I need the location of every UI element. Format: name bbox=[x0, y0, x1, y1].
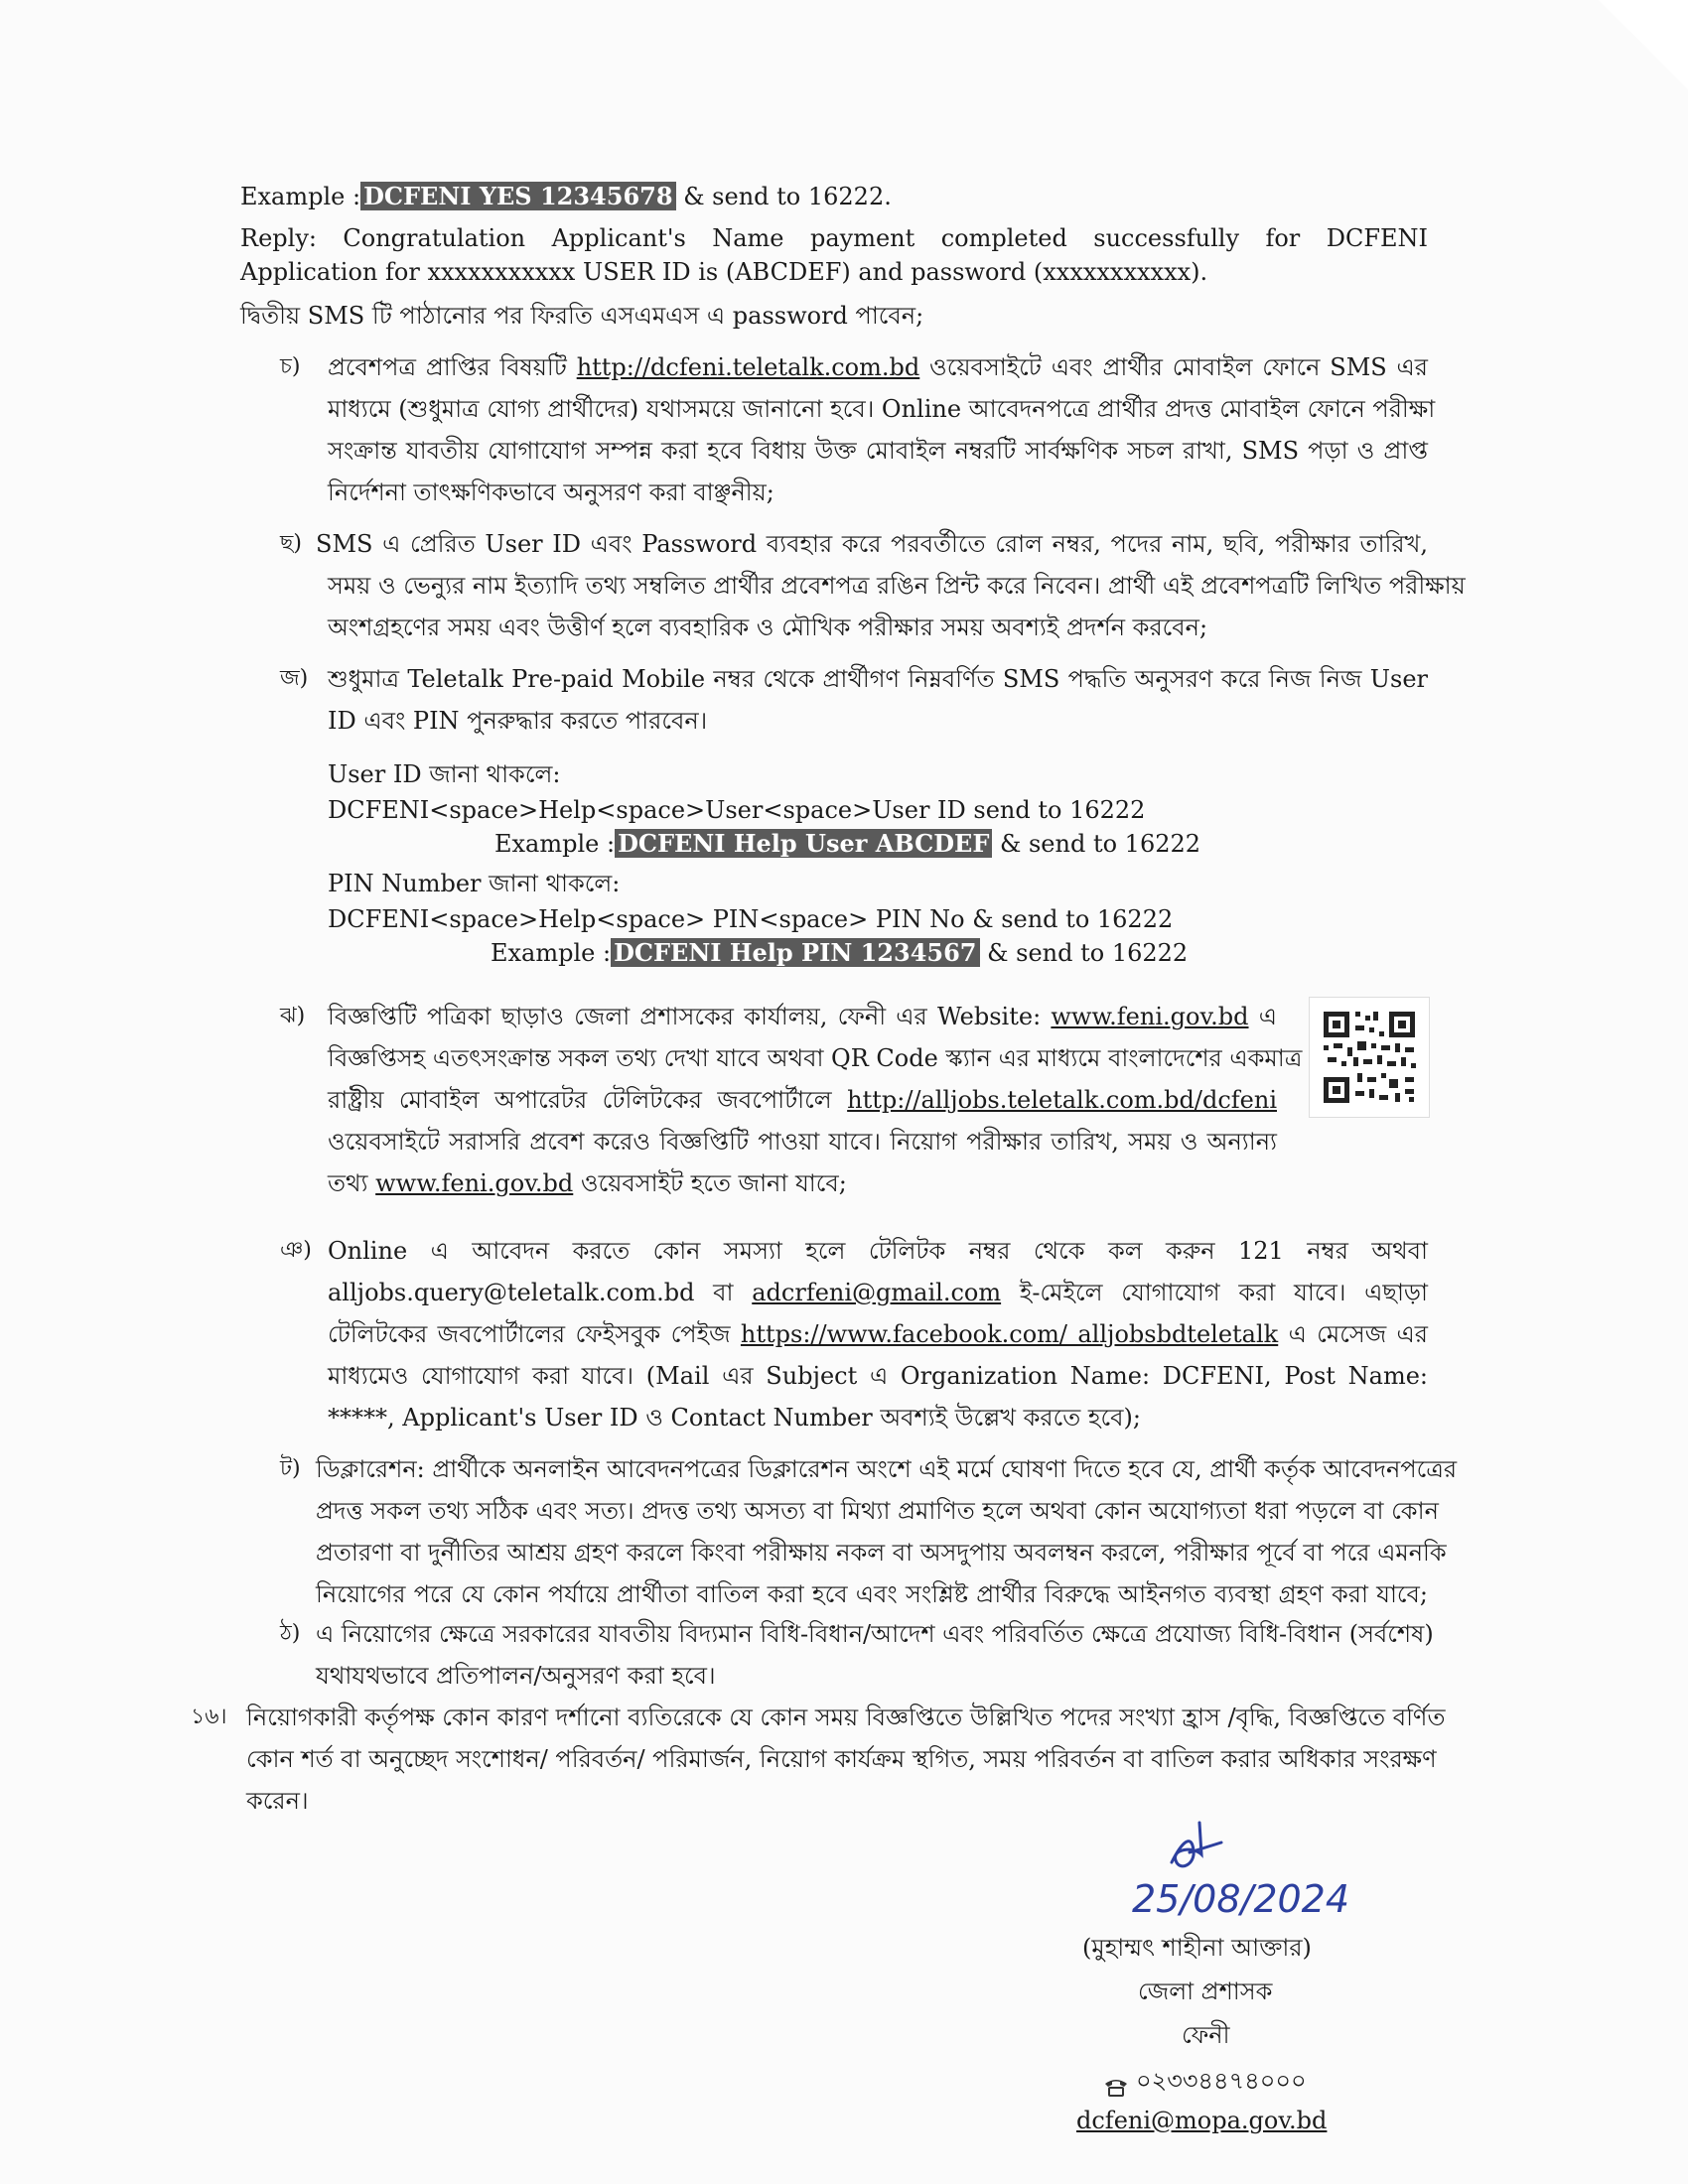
qr-code-icon[interactable] bbox=[1309, 997, 1430, 1118]
item-ta-line-4: নিয়োগের পরে যে কোন পর্যায়ে প্রার্থীতা বাতিল করা হবে এবং সংশ্লিষ্ট প্রার্থীর বিরুদ্ধে আইনগত ব্যবস্থা গ্রহণ করা যাবে; bbox=[316, 1580, 1428, 1608]
item-jha-text-e: ওয়েবসাইট হতে জানা যাবে; bbox=[573, 1169, 847, 1197]
sms-example-line bbox=[240, 179, 892, 214]
item-jha-line-2: বিজ্ঞপ্তিসহ এতৎসংক্রান্ত সকল তথ্য দেখা যাবে অথবা QR Code স্ক্যান এর মাধ্যমে বাংলাদেশের একমাত্র bbox=[328, 1044, 1303, 1072]
item-marker-nya: ঞ) bbox=[280, 1238, 312, 1263]
item-jha-text-b: এ bbox=[1248, 1003, 1278, 1030]
clause-16-line-1: নিয়োগকারী কর্তৃপক্ষ কোন কারণ দর্শানো ব্যতিরেকে যে কোন সময় বিজ্ঞপ্তিতে উল্লিখিত পদের সংখ্যা হ্রাস /বৃদ্ধি, বিজ্ঞপ্তিতে বর্ণিত bbox=[246, 1704, 1446, 1731]
item-cha-line-3: সংক্রান্ত যাবতীয় যোগাযোগ সম্পন্ন করা হবে বিধায় উক্ত মোবাইল নম্বরটি সার্বক্ষণিক সচল রাখা, SMS পড়া ও প্রাপ্ত bbox=[328, 437, 1428, 465]
clause-16-line-2: কোন শর্ত বা অনুচ্ছেদ সংশোধন/ পরিবর্তন/ পরিমার্জন, নিয়োগ কার্যক্রম স্থগিত, সময় পরিবর্তন বা বাতিল করার অধিকার সংরক্ষণ bbox=[246, 1745, 1437, 1773]
feni-gov-link-2[interactable]: www.feni.gov.bd bbox=[375, 1169, 574, 1197]
pin-example bbox=[491, 935, 1188, 971]
feni-gov-link[interactable]: www.feni.gov.bd bbox=[1051, 1003, 1249, 1030]
example-suffix: & send to 16222. bbox=[675, 183, 892, 210]
signatory-email-link[interactable]: dcfeni@mopa.gov.bd bbox=[1076, 2107, 1328, 2134]
second-sms-note: দ্বিতীয় SMS টি পাঠানোর পর ফিরতি এসএমএস এ password পাবেন; bbox=[240, 302, 924, 330]
pin-example-code: DCFENI Help PIN 1234567 bbox=[611, 938, 979, 967]
reply-line-2: Application for xxxxxxxxxxx USER ID is (ABCDEF) and password (xxxxxxxxxxx). bbox=[240, 258, 1208, 286]
signatory-district: ফেনী bbox=[1182, 2021, 1230, 2049]
item-nya-text-c: টেলিটকের জবপোর্টালের ফেইসবুক পেইজ bbox=[328, 1320, 741, 1348]
item-jha-text-c: রাষ্ট্রীয় মোবাইল অপারেটর টেলিটকের জবপোর্টালে bbox=[328, 1086, 848, 1114]
item-jha-line-1 bbox=[328, 999, 1277, 1034]
item-jha-text-a: বিজ্ঞপ্তিটি পত্রিকা ছাড়াও জেলা প্রশাসকের কার্যালয়, ফেনী এর Website: bbox=[328, 1003, 1052, 1030]
reply-line-1: Reply: Congratulation Applicant's Name payment completed successfully for DCFENI bbox=[240, 224, 1428, 252]
item-cha-text-b: ওয়েবসাইটে এবং প্রার্থীর মোবাইল ফোনে SMS এর bbox=[919, 353, 1429, 381]
item-ja-line-2: ID এবং PIN পুনরুদ্ধার করতে পারবেন। bbox=[328, 707, 708, 735]
pin-example-prefix: Example : bbox=[491, 939, 612, 967]
userid-example-code: DCFENI Help User ABCDEF bbox=[615, 829, 992, 858]
alljobs-dcfeni-link[interactable]: http://alljobs.teletalk.com.bd/dcfeni bbox=[847, 1086, 1277, 1114]
clause-16-marker: ১৬। bbox=[191, 1705, 227, 1729]
item-jha-line-4: ওয়েবসাইটে সরাসরি প্রবেশ করেও বিজ্ঞপ্তিটি পাওয়া যাবে। নিয়োগ পরীক্ষার তারিখ, সময় ও অন্যান্য bbox=[328, 1128, 1277, 1156]
signatory-name: (মুহাম্মৎ শাহীনা আক্তার) bbox=[1082, 1934, 1312, 1962]
item-marker-tha: ঠ) bbox=[280, 1621, 301, 1646]
telephone-icon bbox=[1102, 2072, 1130, 2094]
signatory-phone bbox=[1102, 2063, 1307, 2099]
item-nya-text-a: alljobs.query@teletalk.com.bd বা bbox=[328, 1279, 753, 1306]
dcfeni-teletalk-link[interactable]: http://dcfeni.teletalk.com.bd bbox=[576, 353, 920, 381]
handwritten-date: 25/08/2024 bbox=[1132, 1877, 1350, 1921]
pin-heading: PIN Number জানা থাকলে: bbox=[328, 870, 621, 897]
item-cha-text-a: প্রবেশপত্র প্রাপ্তির বিষয়টি bbox=[328, 353, 577, 381]
phone-number: ০২৩৩৪৪৭৪০০০ bbox=[1136, 2067, 1307, 2095]
item-tha-line-1: এ নিয়োগের ক্ষেত্রে সরকারের যাবতীয় বিদ্যমান বিধি-বিধান/আদেশ এবং পরিবর্তিত ক্ষেত্রে প্রযোজ্য বিধি-বিধান (সর্বশেষ) bbox=[316, 1620, 1434, 1648]
item-nya-text-b: ই-মেইলে যোগাযোগ করা যাবে। এছাড়া bbox=[1001, 1279, 1428, 1306]
handwritten-signature bbox=[1132, 1813, 1450, 1922]
userid-example bbox=[494, 826, 1200, 862]
item-nya-line-5: *****, Applicant's User ID ও Contact Number অবশ্যই উল্লেখ করতে হবে); bbox=[328, 1404, 1141, 1432]
item-ja-line-1: শুধুমাত্র Teletalk Pre-paid Mobile নম্বর থেকে প্রার্থীগণ নিম্নবর্ণিত SMS পদ্ধতি অনুসরণ করে নিজ নিজ User bbox=[328, 665, 1428, 693]
item-chha-line-2: সময় ও ভেন্যুর নাম ইত্যাদি তথ্য সম্বলিত প্রার্থীর প্রবেশপত্র রঙিন প্রিন্ট করে নিবেন। প্রার্থী এই প্রবেশপত্রটি লিখিত পরীক্ষায় bbox=[328, 572, 1466, 600]
signatory-designation: জেলা প্রশাসক bbox=[1138, 1978, 1273, 2005]
item-jha-text-d: তথ্য bbox=[328, 1169, 376, 1197]
item-marker-chha: ছ) bbox=[280, 531, 302, 556]
userid-format: DCFENI<space>Help<space>User<space>User ID send to 16222 bbox=[328, 796, 1146, 824]
example-code: DCFENI YES 12345678 bbox=[360, 182, 675, 210]
item-marker-ja: জ) bbox=[280, 666, 309, 691]
userid-example-prefix: Example : bbox=[494, 830, 616, 858]
item-chha-line-3: অংশগ্রহণের সময় এবং উত্তীর্ণ হলে ব্যবহারিক ও মৌখিক পরীক্ষার সময় অবশ্যই প্রদর্শন করবেন; bbox=[328, 614, 1208, 641]
example-prefix: Example : bbox=[240, 183, 361, 210]
folded-corner bbox=[1599, 0, 1688, 89]
item-nya-text-d: এ মেসেজ এর bbox=[1278, 1320, 1429, 1348]
item-tha-line-2: যথাযথভাবে প্রতিপালন/অনুসরণ করা হবে। bbox=[316, 1662, 716, 1690]
item-ta-line-3: প্রতারণা বা দুর্নীতির আশ্রয় গ্রহণ করলে কিংবা পরীক্ষায় নকল বা অসদুপায় অবলম্বন করলে, পরীক্ষার পূর্বে বা পরে এমনকি bbox=[316, 1539, 1447, 1567]
item-jha-line-5 bbox=[328, 1165, 847, 1201]
item-jha-line-3 bbox=[328, 1082, 1277, 1118]
facebook-alljobs-link[interactable]: https://www.facebook.com/ alljobsbdteletalk bbox=[740, 1320, 1279, 1348]
item-marker-jha: ঝ) bbox=[280, 1004, 306, 1028]
item-nya-line-1: Online এ আবেদন করতে কোন সমস্যা হলে টেলিটক নম্বর থেকে কল করুন 121 নম্বর অথবা bbox=[328, 1237, 1428, 1265]
pin-format: DCFENI<space>Help<space> PIN<space> PIN No & send to 16222 bbox=[328, 905, 1174, 933]
item-cha-line-1 bbox=[328, 349, 1428, 385]
item-ta-line-2: প্রদত্ত সকল তথ্য সঠিক এবং সত্য। প্রদত্ত তথ্য অসত্য বা মিথ্যা প্রমাণিত হলে অথবা কোন অযোগ্যতা ধরা পড়লে বা কোন bbox=[316, 1497, 1439, 1525]
item-cha-line-4: নির্দেশনা তাৎক্ষণিকভাবে অনুসরণ করা বাঞ্ছনীয়; bbox=[328, 478, 774, 506]
item-nya-line-2 bbox=[328, 1275, 1428, 1310]
item-nya-line-3 bbox=[328, 1316, 1428, 1352]
adcrfeni-email-link[interactable]: adcrfeni@gmail.com bbox=[752, 1279, 1002, 1306]
pin-example-suffix: & send to 16222 bbox=[979, 939, 1189, 967]
item-marker-cha: চ) bbox=[280, 354, 301, 379]
item-nya-line-4: মাধ্যমেও যোগাযোগ করা যাবে। (Mail এর Subject এ Organization Name: DCFENI, Post Name: bbox=[328, 1362, 1428, 1390]
item-marker-ta: ট) bbox=[280, 1456, 301, 1481]
userid-example-suffix: & send to 16222 bbox=[992, 830, 1201, 858]
item-ta-line-1: ডিক্লারেশন: প্রার্থীকে অনলাইন আবেদনপত্রের ডিক্লারেশন অংশে এই মর্মে ঘোষণা দিতে হবে যে, প্রার্থী কর্তৃক আবেদনপত্রের bbox=[316, 1455, 1458, 1483]
clause-16-line-3: করেন। bbox=[246, 1787, 309, 1815]
item-chha-line-1: SMS এ প্রেরিত User ID এবং Password ব্যবহার করে পরবর্তীতে রোল নম্বর, পদের নাম, ছবি, পরীক্ষার তারিখ, bbox=[316, 530, 1428, 558]
userid-heading: User ID জানা থাকলে: bbox=[328, 760, 561, 788]
item-cha-line-2: মাধ্যমে (শুধুমাত্র যোগ্য প্রার্থীদের) যথাসময়ে জানানো হবে। Online আবেদনপত্রে প্রার্থীর প্রদত্ত মোবাইল ফোনে পরীক্ষা bbox=[328, 395, 1436, 423]
